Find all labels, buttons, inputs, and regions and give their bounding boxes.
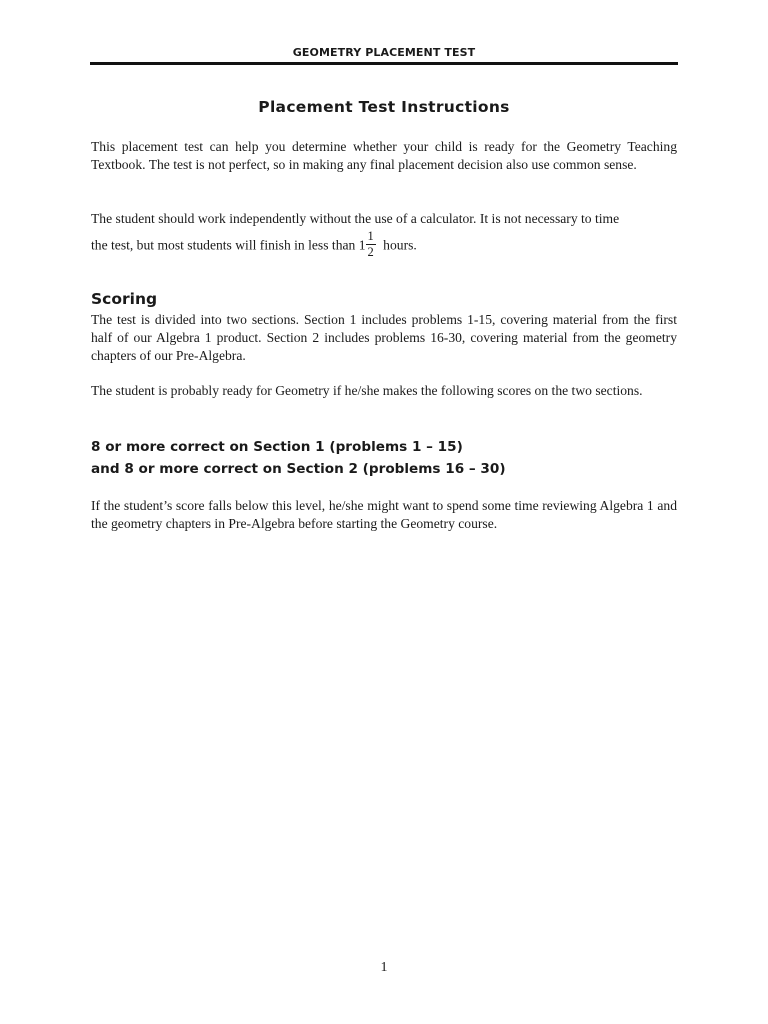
intro-paragraph-2-line-2	[91, 229, 677, 261]
running-header: GEOMETRY PLACEMENT TEST	[292, 46, 476, 59]
scoring-paragraph-3: If the student’s score falls below this level, he/she might want to spend some time reviewing Algebra 1 and the geometry chapters in Pre-Algebra before starting the Geometry course.	[91, 498, 677, 531]
fraction-denominator: 2	[367, 245, 374, 259]
header-rule	[90, 62, 678, 65]
criteria-line-1: 8 or more correct on Section 1 (problems 1 – 15)	[91, 439, 463, 455]
score-criteria	[91, 436, 506, 480]
scoring-heading: Scoring	[91, 290, 158, 308]
intro-paragraph-2-line-1: The student should work independently without the use of a calculator. It is not necessary to time	[91, 211, 620, 226]
scoring-paragraph-1: The test is divided into two sections. Section 1 includes problems 1-15, covering material from the first half of our Algebra 1 product. Section 2 includes problems 16-30, covering material from the geometry chapters of our Pre-Algebra.	[91, 312, 677, 363]
one-half-fraction	[366, 230, 376, 259]
page-number: 1	[380, 960, 388, 975]
intro-paragraph-1: This placement test can help you determine whether your child is ready for the Geometry Teaching Textbook. The test is not perfect, so in making any final placement decision also use common sense.	[91, 139, 677, 172]
fraction-numerator: 1	[367, 229, 374, 243]
criteria-line-2: and 8 or more correct on Section 2 (problems 16 – 30)	[91, 461, 506, 477]
intro-paragraph-2	[91, 210, 677, 261]
page-title: Placement Test Instructions	[258, 98, 510, 116]
scoring-paragraph-2: The student is probably ready for Geometry if he/she makes the following scores on the two sections.	[91, 383, 643, 398]
time-text-before: the test, but most students will finish in less than 1	[91, 237, 366, 253]
time-text-after: hours.	[383, 237, 417, 253]
